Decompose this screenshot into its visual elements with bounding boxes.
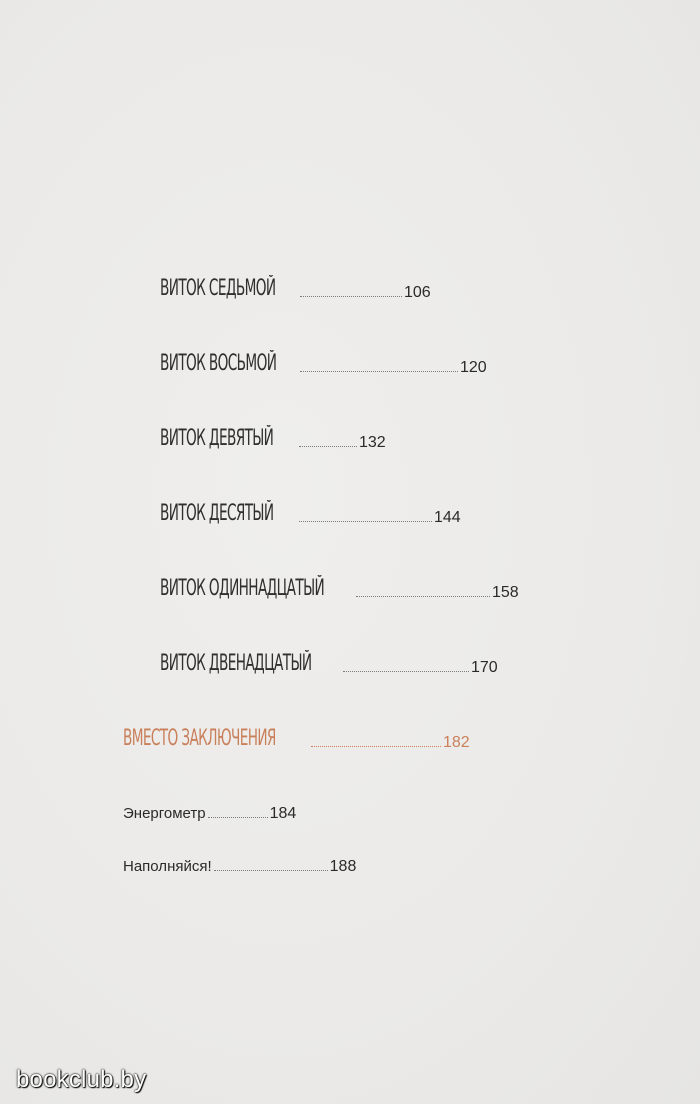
toc-page-number: 184 <box>269 805 297 822</box>
toc-entry-chapter-8 <box>160 351 487 376</box>
toc-entry-title: ВИТОК ДЕВЯТЫЙ <box>160 426 274 451</box>
toc-entry-title: ВИТОК ДВЕНАДЦАТЫЙ <box>160 651 312 676</box>
toc-entry-chapter-7 <box>160 276 431 301</box>
toc-page-number: 188 <box>329 858 357 875</box>
site-watermark: bookclub.by <box>16 1066 147 1093</box>
toc-page-number: 144 <box>434 509 461 526</box>
toc-entry-title: ВМЕСТО ЗАКЛЮЧЕНИЯ <box>123 726 276 751</box>
toc-entry-title: ВИТОК СЕДЬМОЙ <box>160 276 276 301</box>
dot-leader <box>343 671 469 672</box>
toc-entry-title: ВИТОК ОДИННАДЦАТЫЙ <box>160 576 325 601</box>
toc-entry-chapter-9 <box>160 426 386 451</box>
dot-leader <box>311 746 441 747</box>
toc-entry-chapter-12 <box>160 651 498 676</box>
dot-leader <box>299 446 357 447</box>
dot-leader <box>214 870 328 871</box>
dot-leader <box>208 817 268 818</box>
toc-page-number: 132 <box>359 434 386 451</box>
toc-entry-chapter-10 <box>160 501 461 526</box>
toc-page-number: 170 <box>471 659 498 676</box>
toc-page-number: 182 <box>443 734 470 751</box>
toc-page-number: 106 <box>404 284 431 301</box>
toc-page-number: 158 <box>492 584 519 601</box>
dot-leader <box>299 521 432 522</box>
dot-leader <box>356 596 490 597</box>
toc-entry-conclusion <box>123 726 470 751</box>
toc-entry-title: ВИТОК ДЕСЯТЫЙ <box>160 501 274 526</box>
toc-page-number: 120 <box>460 359 487 376</box>
dot-leader <box>300 296 402 297</box>
toc-entry-title: Наполняйся! <box>123 858 212 875</box>
toc-entry-fill-up <box>123 859 356 875</box>
toc-entry-title: Энергометр <box>123 805 206 822</box>
toc-entry-energometer <box>123 806 296 822</box>
toc-entry-chapter-11 <box>160 576 519 601</box>
dot-leader <box>300 371 458 372</box>
toc-entry-title: ВИТОК ВОСЬМОЙ <box>160 351 277 376</box>
